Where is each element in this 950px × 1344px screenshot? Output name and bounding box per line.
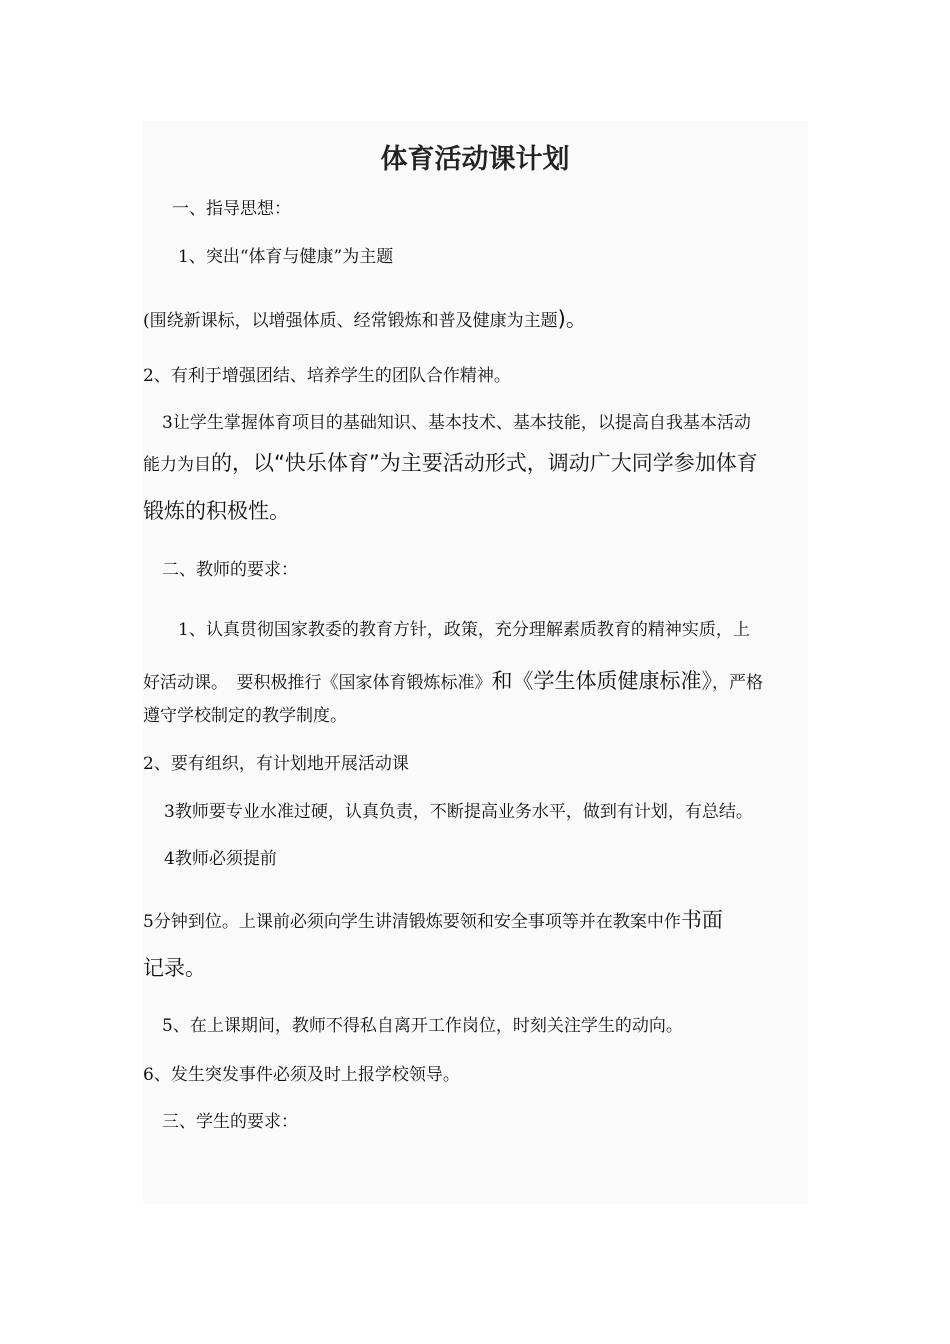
- section-heading-student-requirements: 三、学生的要求：: [162, 1112, 298, 1132]
- guiding-item-3-line-2-start: 能力为目: [143, 455, 211, 475]
- teacher-item-1-line-1: 1、认真贯彻国家教委的教育方针，政策，充分理解素质教育的精神实质，上: [178, 620, 750, 640]
- teacher-item-1-line-3: 遵守学校制定的教学制度。: [143, 706, 347, 726]
- teacher-item-4-continued-text: 5分钟到位。上课前必须向学生讲清锻炼要领和安全事项等并在教案中作: [143, 912, 681, 932]
- guiding-item-1-detail: [143, 309, 587, 330]
- guiding-item-3-line-3: 锻炼的积极性。: [143, 499, 290, 523]
- teacher-item-3: 3教师要专业水准过硬，认真负责，不断提高业务水平，做到有计划，有总结。: [164, 802, 753, 822]
- guiding-item-3-line-2: [143, 453, 758, 474]
- guiding-item-2: 2、有利于增强团结、培养学生的团队合作精神。: [143, 366, 511, 386]
- teacher-item-2: 2、要有组织，有计划地开展活动课: [143, 754, 409, 774]
- teacher-item-1-line-2-big: 和《学生体质健康标准》: [491, 669, 712, 693]
- teacher-item-4-continued-line-2: 记录。: [143, 956, 206, 980]
- document-title: 体育活动课计划: [380, 144, 570, 175]
- teacher-item-4-continued: [143, 910, 723, 931]
- guiding-item-3-line-2-rest: 的，以“快乐体育”为主要活动形式，调动广大同学参加体育: [211, 451, 758, 475]
- section-heading-teacher-requirements: 二、教师的要求：: [162, 560, 298, 580]
- guiding-item-1-detail-end: )。: [557, 307, 587, 331]
- teacher-item-1-line-2-start: 好活动课。 要积极推行《国家体育锻炼标准》: [143, 673, 492, 693]
- section-heading-guiding-ideas: 一、指导思想：: [172, 199, 291, 219]
- teacher-item-1-line-2: [143, 671, 763, 692]
- guiding-item-1: 1、突出“体育与健康”为主题: [178, 247, 394, 267]
- teacher-item-6: 6、发生突发事件必须及时上报学校领导。: [143, 1065, 460, 1085]
- teacher-item-1-line-2-end: ，严格: [712, 673, 763, 693]
- teacher-item-5: 5、在上课期间，教师不得私自离开工作岗位，时刻关注学生的动向。: [162, 1016, 683, 1036]
- teacher-item-4-continued-big: 书面: [680, 908, 723, 932]
- guiding-item-3-line-1: 3让学生掌握体育项目的基础知识、基本技术、基本技能，以提高自我基本活动: [162, 413, 751, 433]
- guiding-item-1-detail-text: (围绕新课标，以增强体质、经常锻炼和普及健康为主题: [143, 311, 558, 331]
- document-page: [143, 121, 808, 1204]
- teacher-item-4: 4教师必须提前: [164, 849, 277, 869]
